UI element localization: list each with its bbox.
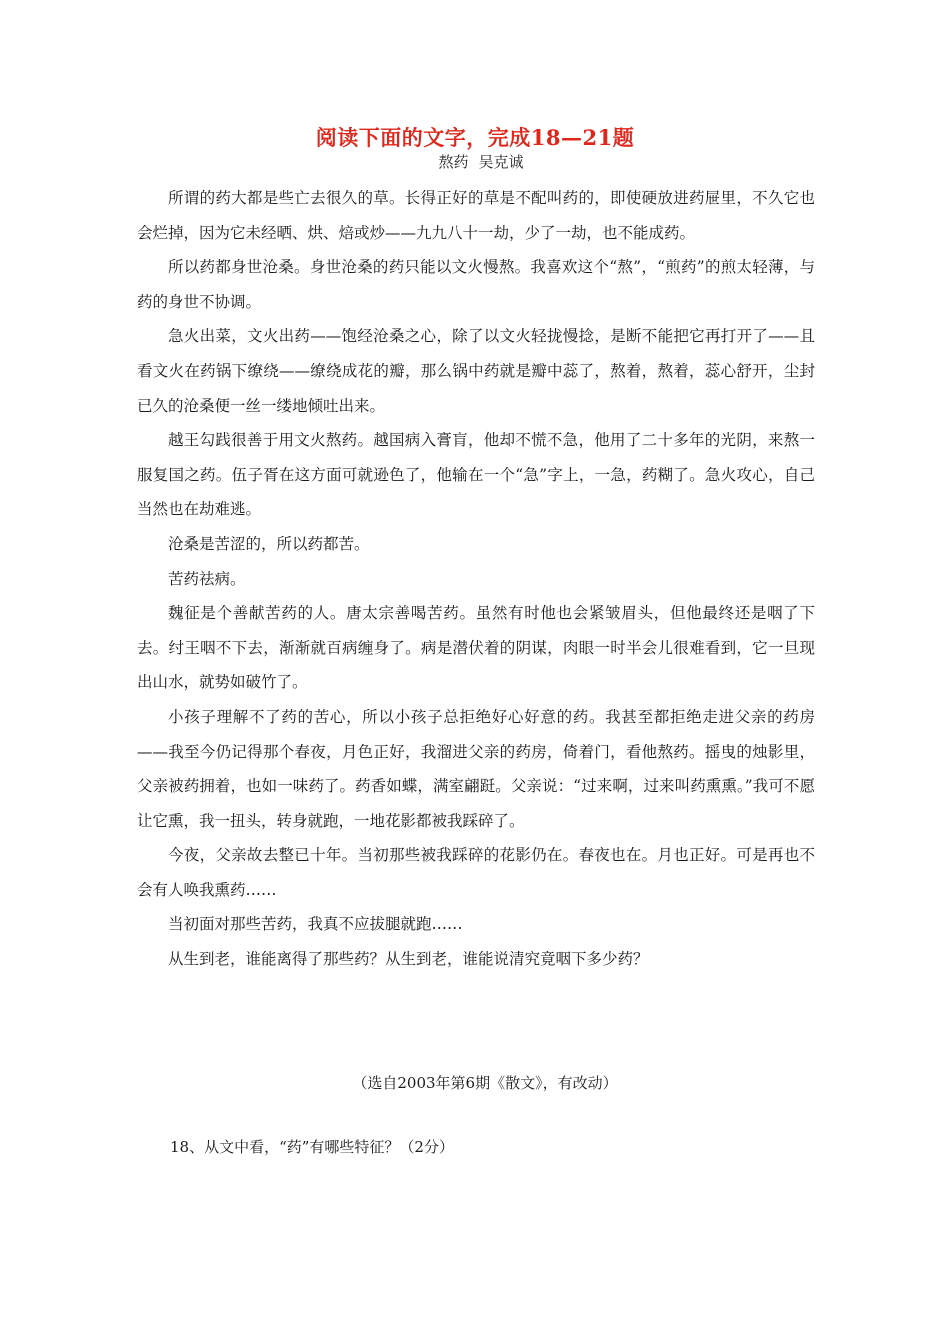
paragraph: 所以药都身世沧桑。身世沧桑的药只能以文火慢熬。我喜欢这个“熬”，“煎药”的煎太轻薄，与药的身世不协调。 bbox=[137, 258, 815, 311]
paragraph: 苦药祛病。 bbox=[168, 569, 246, 588]
paragraph: 魏征是个善献苦药的人。唐太宗善喝苦药。虽然有时他也会紧皱眉头，但他最终还是咽了下去。纣王咽不下去，渐渐就百病缠身了。病是潜伏着的阴谋，肉眼一时半会儿很难看到，它一旦现出山水，就势如破竹了。 bbox=[137, 604, 815, 692]
essay-author: 吴克诚 bbox=[478, 153, 524, 171]
paragraph: 从生到老，谁能离得了那些药？从生到老，谁能说清究竟咽下多少药？ bbox=[168, 950, 649, 969]
paragraph: 今夜，父亲故去整已十年。当初那些被我踩碎的花影仍在。春夜也在。月也正好。可是再也不会有人唤我熏药…… bbox=[137, 846, 815, 899]
paragraph: 小孩子理解不了药的苦心，所以小孩子总拒绝好心好意的药。我甚至都拒绝走进父亲的药房——我至今仍记得那个春夜，月色正好，我溜进父亲的药房，倚着门，看他熬药。摇曳的烛影里，父亲被药拥着，也如一味药了。药香如蝶，满室翩跹。父亲说：“过来啊，过来叫药熏熏。”我可不愿让它熏，我一扭头，转身就跑，一地花影都被我踩碎了。 bbox=[137, 707, 815, 830]
question-18: 18、从文中看，“药”有哪些特征？（2分） bbox=[170, 1138, 454, 1156]
paragraph: 所谓的药大都是些亡去很久的草。长得正好的草是不配叫药的，即使硬放进药屉里，不久它也会烂掉，因为它未经晒、烘、焙或炒——九九八十一劫，少了一劫，也不能成药。 bbox=[137, 189, 815, 242]
source-citation: （选自2003年第6期《散文》，有改动） bbox=[352, 1074, 618, 1092]
paragraph: 急火出菜，文火出药——饱经沧桑之心，除了以文火轻拢慢捻，是断不能把它再打开了——且看文火在药锅下缭绕——缭绕成花的瓣，那么锅中药就是瓣中蕊了，熬着，熬着，蕊心舒开，尘封已久的沧桑便一丝一缕地倾吐出来。 bbox=[137, 327, 815, 415]
paragraph: 沧桑是苦涩的，所以药都苦。 bbox=[168, 534, 370, 553]
essay-body bbox=[137, 181, 815, 977]
paragraph: 越王勾践很善于用文火熬药。越国病入膏肓，他却不慌不急，他用了二十多年的光阴，来熬一服复国之药。伍子胥在这方面可就逊色了，他输在一个“急”字上，一急，药糊了。急火攻心，自己当然也在劫难逃。 bbox=[137, 431, 815, 519]
paragraph: 当初面对那些苦药，我真不应拔腿就跑…… bbox=[168, 915, 463, 934]
essay-byline bbox=[0, 151, 950, 172]
exercise-title: 阅读下面的文字，完成18—21题 bbox=[315, 125, 635, 150]
essay-title: 熬药 bbox=[438, 153, 469, 171]
